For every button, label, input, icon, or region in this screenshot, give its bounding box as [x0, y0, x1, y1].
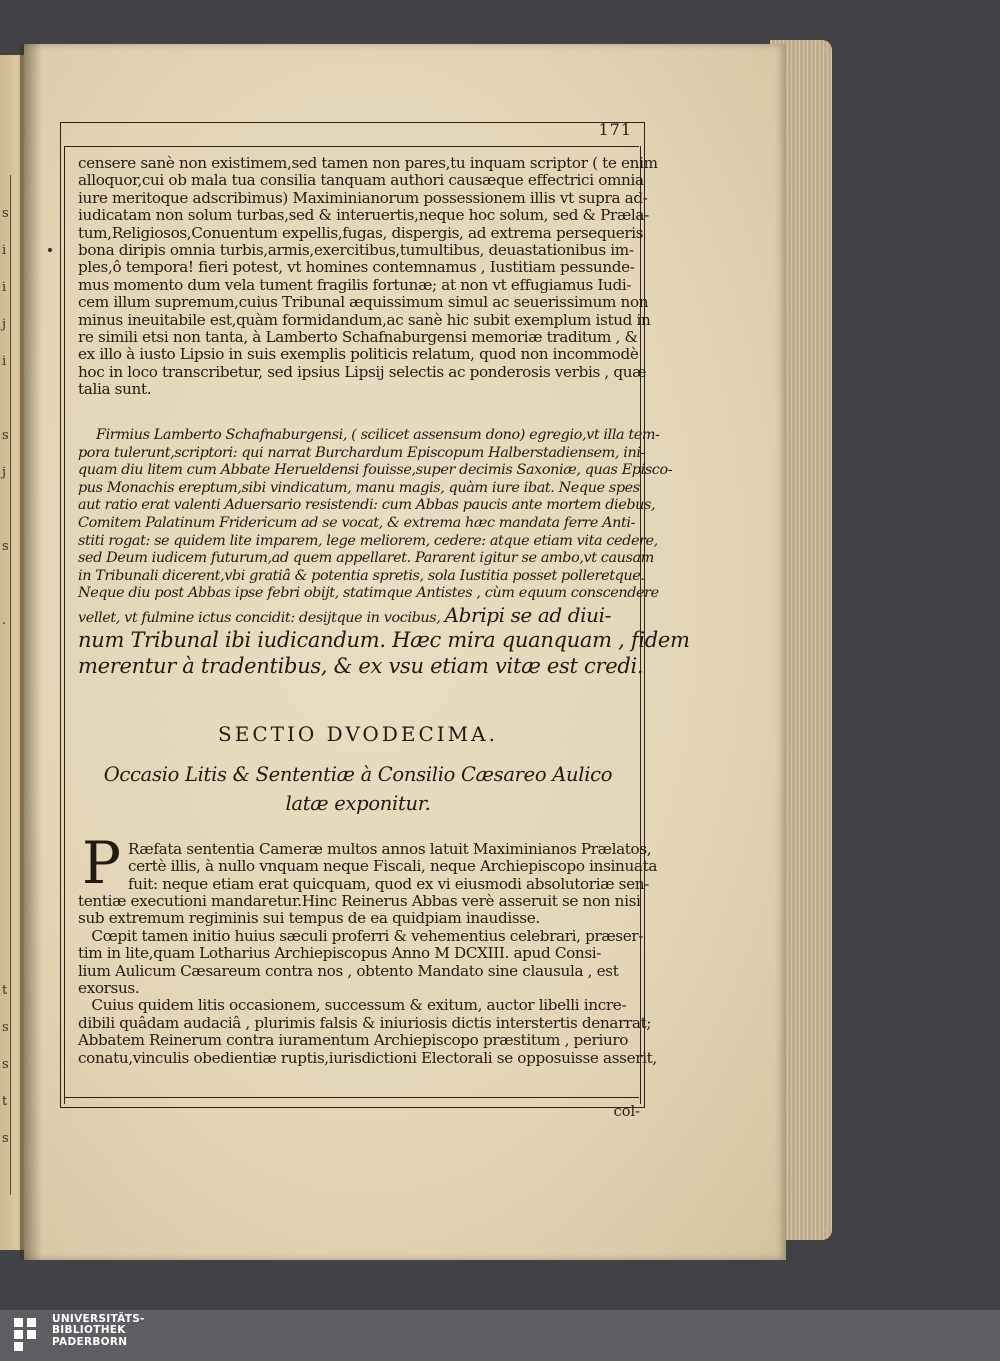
facing-page-fragment	[2, 639, 20, 676]
text-line: sub extremum regiminis sui tempus de ea quidpiam inaudisse.	[78, 909, 540, 928]
page-number: 171	[598, 120, 632, 139]
text-line: talia sunt.	[78, 380, 152, 399]
quote-line: sed Deum iudicem futurum,ad quem appellaret. Pararent igitur se ambo,vt causam	[78, 550, 654, 567]
text-line: censere sanè non existimem,sed tamen non pares,tu inquam scriptor ( te enim	[78, 154, 658, 172]
section-subtitle-line-1: Occasio Litis & Sententiæ à Consilio Cæsareo Aulico	[103, 763, 613, 786]
facing-page-fragment	[2, 935, 20, 972]
paragraph-1	[78, 154, 658, 399]
paragraph-2-body	[78, 892, 657, 1067]
facing-page-fragment	[2, 750, 20, 787]
text-line: conatu,vinculis obedientiæ ruptis,iurisdictioni Electorali se opposuisse asserit,	[78, 1048, 657, 1067]
text-line: Ræfata sententia Cameræ multos annos latuit Maximinianos Prælatos,	[128, 840, 652, 858]
quote-line: pora tulerunt,scriptori: qui narrat Burchardum Episcopum Halberstadiensem, ini-	[78, 444, 645, 461]
header-rule	[64, 146, 639, 147]
quote-large-fragment: Abripi se ad diui-	[444, 602, 611, 627]
facing-page-fragment: s	[2, 1131, 9, 1146]
library-name	[52, 1314, 145, 1348]
facing-page-fragment: s	[2, 206, 9, 221]
section-subtitle-line-2: latæ exponitur.	[285, 792, 431, 815]
text-line: certè illis, à nullo vnquam neque Fiscali, neque Archiepiscopo insinuata	[128, 857, 658, 876]
facing-page-fragment: j	[2, 317, 7, 332]
library-name-line-1: UNIVERSITÄTS-	[52, 1313, 145, 1325]
facing-page-fragment	[2, 676, 20, 713]
text-line: alloquor,cui ob mala tua consilia tanquam authori causæque effectrici omnia	[78, 171, 644, 190]
text-line: dibili quâdam audaciâ , plurimis falsis & iniuriosis dictis interstertis denarrat;	[78, 1013, 652, 1032]
section-title: SECTIO DVODECIMA.	[218, 722, 498, 746]
quote-large-line: merentur à tradentibus, & ex vsu etiam vitæ est credi.	[78, 653, 644, 678]
quote-line: in Tribunali dicerent,vbi gratiâ & potentia spretis, sola Iustitia posset polleretque.	[78, 567, 645, 584]
footer-rule	[64, 1097, 639, 1098]
facing-page-fragment: j	[2, 465, 7, 480]
text-line: bona diripis omnia turbis,armis,exercitibus,tumultibus, deuastationibus im-	[78, 240, 634, 259]
facing-page-fragment: s	[2, 539, 9, 554]
page-gutter-shadow	[20, 44, 42, 1260]
text-line: tim in lite,quam Lotharius Archiepiscopus Anno M DCXIII. apud Consi-	[78, 944, 602, 963]
facing-page-fragment: i	[2, 243, 7, 258]
facing-page-fragment	[2, 491, 20, 528]
text-line: tentiæ executioni mandaretur.Hinc Reinerus Abbas verè asseruit se non nisi	[78, 892, 641, 910]
facing-page-fragment: i	[2, 280, 7, 295]
text-line: iure meritoque adscribimus) Maximinianorum possessionem illis vt supra ad-	[78, 188, 648, 207]
facing-page-fragment	[2, 565, 20, 602]
drop-cap: P	[82, 829, 122, 897]
facing-page-fragment	[2, 898, 20, 935]
text-line: cem illum supremum,cuius Tribunal æquissimum simul ac seuerissimum non	[78, 293, 649, 312]
quote-large-line: num Tribunal ibi iudicandum. Hæc mira quanquam , fidem	[78, 627, 690, 652]
university-library-logo-icon	[12, 1316, 40, 1354]
text-line: ex illo à iusto Lipsio in suis exemplis politicis relatum, quod non incommodè	[78, 345, 639, 364]
text-line: hoc in loco transcribetur, sed ipsius Lipsij selectis ac ponderosis verbis , quæ	[78, 362, 647, 381]
facing-page-fragment	[2, 824, 20, 861]
text-line: iudicatam non solum turbas,sed & interuertis,neque hoc solum, sed & Præla-	[78, 206, 649, 225]
facing-page-fragment	[2, 380, 20, 417]
quote-line: Firmius Lamberto Schafnaburgensi, ( scilicet assensum dono) egregio,vt illa tem-	[96, 427, 660, 443]
facing-page-fragment	[2, 713, 20, 750]
text-line: re simili etsi non tanta, à Lamberto Schafnaburgensi memoriæ traditum , &	[78, 327, 638, 346]
quote-text: vellet, vt fulmine ictus concidit: desijtque in vocibus,	[78, 609, 441, 626]
facing-page-fragment: s	[2, 1057, 9, 1072]
quote-line	[78, 603, 638, 627]
facing-page-fragment: s	[2, 428, 9, 443]
library-footer-bar	[0, 1310, 1000, 1361]
facing-page-fragment	[2, 861, 20, 898]
quote-line: Comitem Palatinum Fridericum ad se vocat, & extrema hæc mandata ferre Anti-	[78, 514, 636, 531]
library-name-line-2: BIBLIOTHEK	[52, 1324, 126, 1337]
text-line: ples,ô tempora! fieri potest, vt homines contemnamus , Iustitiam pessunde-	[78, 258, 635, 277]
catchword: col-	[613, 1104, 640, 1120]
text-line: exorsus.	[78, 978, 140, 997]
quote-line: quam diu litem cum Abbate Herueldensi fouisse,super decimis Saxoniæ, quas Episco-	[78, 462, 673, 479]
text-line: minus ineuitabile est,quàm formidandum,ac sanè hic subit exemplum istud in	[78, 310, 651, 329]
facing-page-fragment: .	[2, 613, 7, 628]
text-line: Cuius quidem litis occasionem, successum & exitum, auctor libelli incre-	[78, 996, 627, 1015]
quote-line: aut ratio erat valenti Aduersario resistendi: cum Abbas paucis ante mortem diebus,	[78, 497, 656, 514]
ink-spot	[48, 248, 52, 252]
text-line: mus momento dum vela tument fragilis fortunæ; at non vt effugiamus Iudi-	[78, 275, 632, 294]
text-line: Abbatem Reinerum contra iuramentum Archiepiscopo præstitum , periuro	[78, 1031, 629, 1050]
library-name-line-3: PADERBORN	[52, 1335, 128, 1348]
text-line: fuit: neque etiam erat quicquam, quod ex vi eiusmodi absolutoriæ sen-	[128, 874, 649, 893]
facing-page-fragment: i	[2, 354, 7, 369]
quote-line: Neque diu post Abbas ipse febri obijt, statimque Antistes , cùm equum conscendere	[78, 585, 659, 602]
facing-page-fragment: t	[2, 1094, 8, 1109]
text-line: tum,Religiosos,Conuentum expellis,fugas, dispergis, ad extrema persequeris	[78, 223, 644, 242]
text-line: Cœpit tamen initio huius sæculi proferri & vehementius celebrari, præser-	[78, 926, 644, 945]
paragraph-2-indented	[128, 840, 658, 893]
facing-page-fragment	[2, 787, 20, 824]
quote-line: pus Monachis ereptum,sibi vindicatum, manu magis, quàm iure ibat. Neque spes	[78, 479, 640, 496]
facing-page-fragments	[2, 195, 20, 1157]
quote-line: stiti rogat: se quidem lite imparem, lege meliorem, cedere: atque etiam vita cedere,	[78, 532, 658, 549]
facing-page-fragment: t	[2, 983, 8, 998]
facing-page-fragment: s	[2, 1020, 9, 1035]
lipsius-quotation	[78, 427, 690, 679]
text-line: lium Aulicum Cæsareum contra nos , obtento Mandato sine clausula , est	[78, 961, 619, 980]
